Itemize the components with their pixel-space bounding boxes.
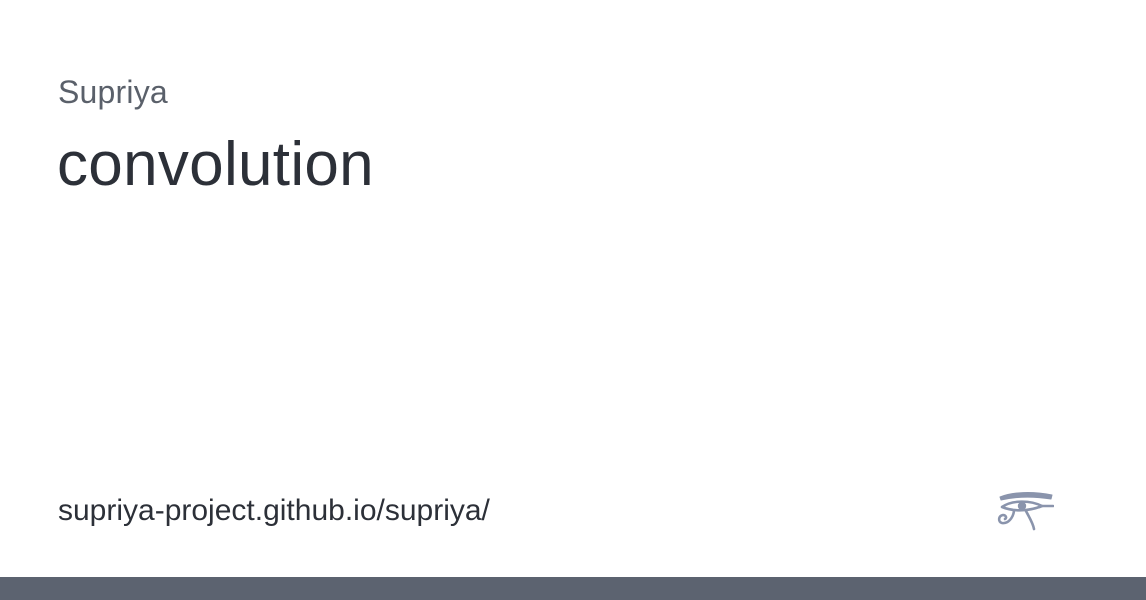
page-title: convolution [57,130,374,199]
eye-of-horus-icon [996,490,1054,532]
bottom-bar [0,577,1146,600]
site-url: supriya-project.github.io/supriya/ [58,494,490,527]
site-name: Supriya [58,74,168,110]
